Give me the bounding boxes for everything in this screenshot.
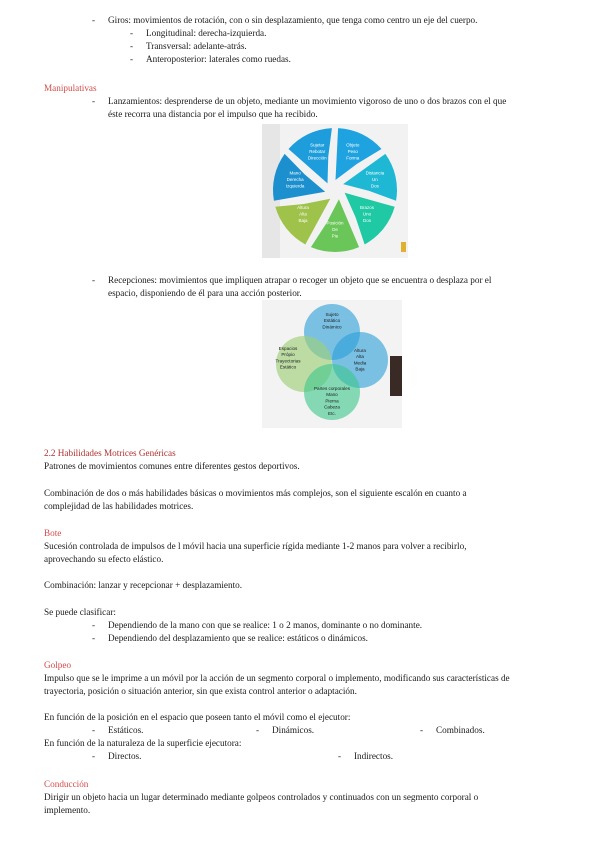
wheel-segment-label: Sujetar Rebotar Dirección	[307, 142, 327, 161]
golpeo-funcion-posicion: En función de la posición en el espacio que poseen tanto el móvil como el ejecutor:	[44, 712, 351, 722]
golpeo-option: Dinámicos.	[272, 725, 315, 735]
bullet-dash: -	[130, 41, 134, 51]
recepciones-text: Recepciones: movimientos que impliquen atrapar o recoger un objeto que se encuentra o desplaza por el	[108, 275, 492, 285]
bullet-dash: -	[420, 725, 424, 735]
throwing-wheel-diagram	[262, 124, 408, 258]
bullet-dash: -	[92, 633, 96, 643]
section-heading-conduccion: Conducción	[44, 779, 89, 789]
wheel-segment-label: Posición De Pie	[326, 220, 344, 239]
wheel-segment-label: Brazos Uno Dos	[359, 205, 375, 223]
golpeo-option: Estáticos.	[108, 725, 144, 735]
bote-class-item: Dependiendo del desplazamiento que se realice: estáticos o dinámicos.	[108, 633, 368, 643]
bote-clasificar: Se puede clasificar:	[44, 607, 116, 617]
habilidades-definition: Patrones de movimientos comunes entre diferentes gestos deportivos.	[44, 461, 300, 471]
wheel-segment-label: Objeto Peso Forma	[346, 142, 360, 161]
bote-class-item: Dependiendo de la mano con que se realice: 1 o 2 manos, dominante o no dominante.	[108, 620, 423, 630]
bote-definition-cont: aprovechando su efecto elástico.	[44, 554, 164, 564]
bullet-dash: -	[130, 28, 134, 38]
bote-combinacion: Combinación: lanzar y recepcionar + desplazamiento.	[44, 580, 243, 590]
lanzamientos-text-cont: éste recorra una distancia por el impulso que ha recibido.	[108, 109, 318, 119]
recepciones-text-cont: espacio, disponiendo de él para una acción posterior.	[108, 288, 302, 298]
reception-venn-diagram	[262, 300, 402, 428]
golpeo-option: Indirectos.	[354, 751, 394, 761]
giros-text: Giros: movimientos de rotación, con o sin desplazamiento, que tenga como centro un eje del cuerpo.	[108, 15, 478, 25]
lanzamientos-text: Lanzamientos: desprenderse de un objeto, mediante un movimiento vigoroso de uno o dos brazos con el que	[108, 96, 507, 106]
conduccion-definition-cont: implemento.	[44, 805, 91, 815]
venn-label: Sujeto Estático Dinámico	[322, 312, 342, 330]
golpeo-funcion-naturaleza: En función de la naturaleza de la superficie ejecutora:	[44, 738, 242, 748]
bullet-dash: -	[130, 54, 134, 64]
wheel-segment-label: Mano Derecha Izquierda	[285, 170, 305, 189]
giros-sub-item: Transversal: adelante-atrás.	[146, 41, 247, 51]
wheel-segment-label: Altura Alta Baja	[297, 205, 309, 223]
bullet-dash: -	[256, 725, 260, 735]
giros-sub-item: Anteroposterior: laterales como ruedas.	[146, 54, 291, 64]
wheel-segment-label: Distancia Un Dos	[365, 170, 385, 189]
golpeo-option: Directos.	[108, 751, 142, 761]
section-heading-manipulativas: Manipulativas	[44, 83, 97, 93]
giros-sub-item: Longitudinal: derecha-izquierda.	[146, 28, 267, 38]
habilidades-combination-cont: complejidad de las habilidades motrices.	[44, 501, 194, 511]
section-heading-bote: Bote	[44, 528, 62, 538]
bullet-dash: -	[92, 751, 96, 761]
bullet-dash: -	[338, 751, 342, 761]
section-heading-habilidades: 2.2 Habilidades Motrices Genéricas	[44, 448, 176, 458]
golpeo-option: Combinados.	[436, 725, 485, 735]
venn-label: Altura Alta Media Baja	[353, 348, 367, 372]
bullet-dash: -	[92, 620, 96, 630]
golpeo-definition-cont: trayectoria, posición o situación anterior, sin que exista control anterior o adaptación.	[44, 686, 357, 696]
venn-label: Partes corporales Mano Pierna Cabeza Etc.	[313, 386, 351, 416]
venn-label: Espacios Própio Trayectorias Estático	[275, 346, 301, 370]
bullet-dash: -	[92, 96, 96, 106]
bullet-dash: -	[92, 725, 96, 735]
conduccion-definition: Dirigir un objeto hacia un lugar determinado mediante golpeos controlados y continuados con un segmento corporal o	[44, 792, 479, 802]
section-heading-golpeo: Golpeo	[44, 660, 72, 670]
bullet-dash: -	[92, 15, 96, 25]
bullet-dash: -	[92, 275, 96, 285]
golpeo-definition: Impulso que se le imprime a un móvil por la acción de un segmento corporal o implemento, modificando sus características de	[44, 673, 510, 683]
bote-definition: Sucesión controlada de impulsos de l móvil hacia una superficie rígida mediante 1-2 manos para volver a recibirlo,	[44, 541, 467, 551]
habilidades-combination: Combinación de dos o más habilidades básicas o movimientos más complejos, son el siguiente escalón en cuanto a	[44, 488, 467, 498]
